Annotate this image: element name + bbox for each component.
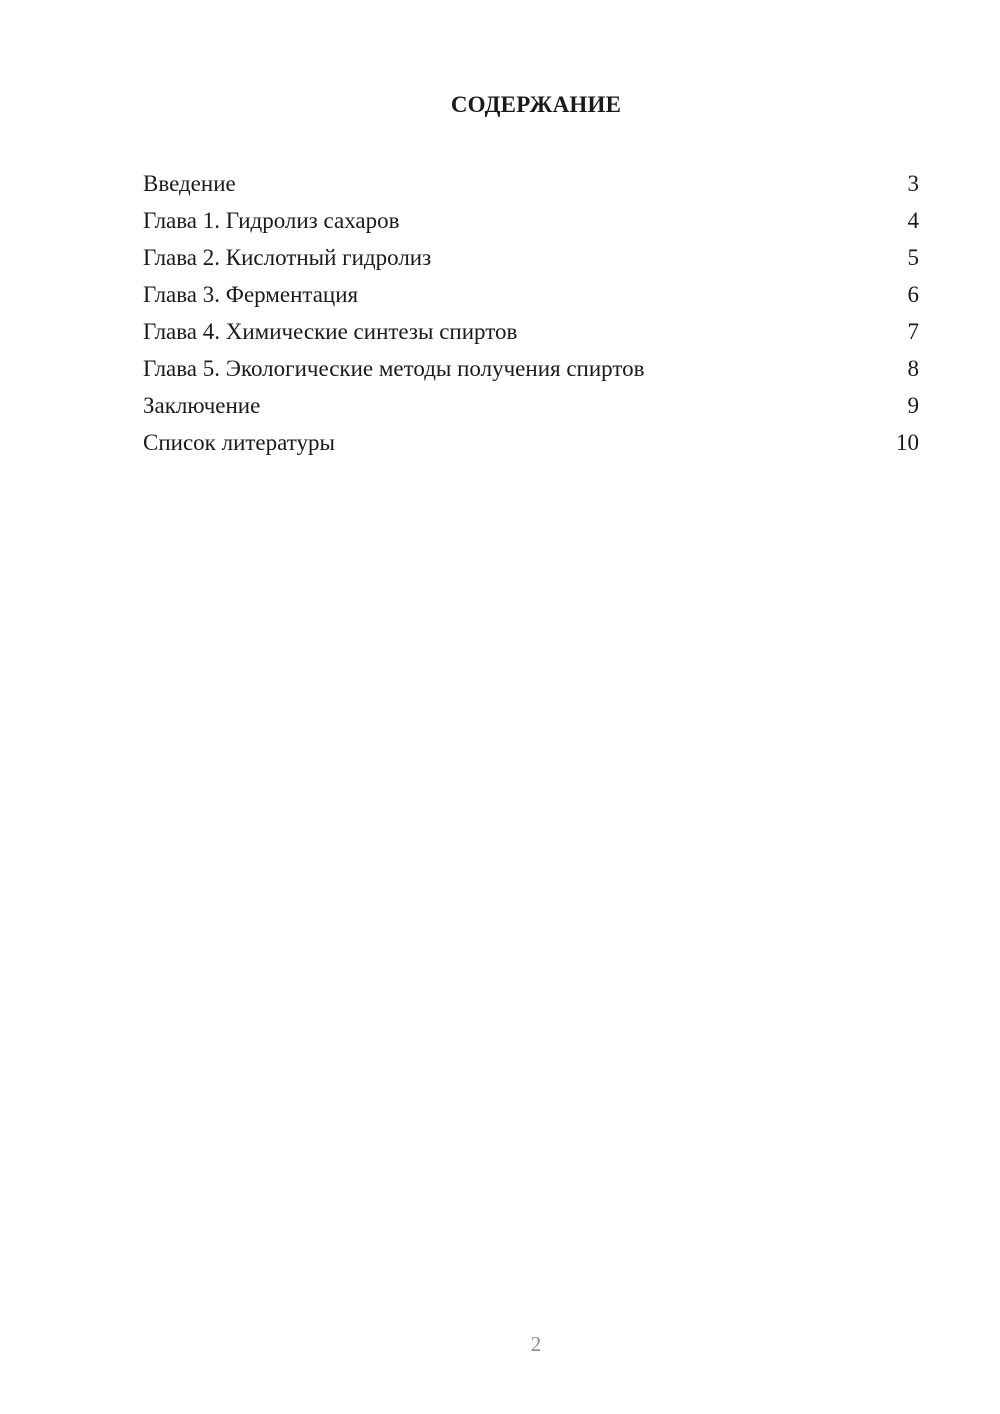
- toc-item-chapter-2: [143, 242, 919, 279]
- toc-item-label: Заключение: [143, 393, 261, 418]
- toc-item-page: 8: [907, 356, 919, 381]
- toc-item-label: Список литературы: [143, 430, 335, 455]
- table-of-contents: [143, 168, 919, 464]
- toc-item-page: 4: [907, 208, 919, 233]
- toc-item-introduction: [143, 168, 919, 205]
- toc-item-label: Глава 3. Ферментация: [143, 282, 359, 307]
- page-number: 2: [530, 1332, 542, 1356]
- toc-item-page: 3: [907, 171, 919, 196]
- toc-item-page: 5: [907, 245, 919, 270]
- toc-item-page: 7: [907, 319, 919, 344]
- toc-item-conclusion: [143, 390, 919, 427]
- toc-item-label: Глава 2. Кислотный гидролиз: [143, 245, 432, 270]
- toc-item-page: 6: [907, 282, 919, 307]
- toc-item-page: 10: [896, 430, 919, 455]
- toc-item-chapter-5: [143, 353, 919, 390]
- toc-item-page: 9: [907, 393, 919, 418]
- toc-item-label: Глава 1. Гидролиз сахаров: [143, 208, 400, 233]
- toc-item-label: Введение: [143, 171, 236, 196]
- page-title: СОДЕРЖАНИЕ: [450, 92, 622, 117]
- toc-item-chapter-3: [143, 279, 919, 316]
- toc-item-label: Глава 5. Экологические методы получения спиртов: [143, 356, 645, 381]
- toc-item-label: Глава 4. Химические синтезы спиртов: [143, 319, 518, 344]
- toc-item-chapter-1: [143, 205, 919, 242]
- toc-item-references: [143, 427, 919, 464]
- toc-item-chapter-4: [143, 316, 919, 353]
